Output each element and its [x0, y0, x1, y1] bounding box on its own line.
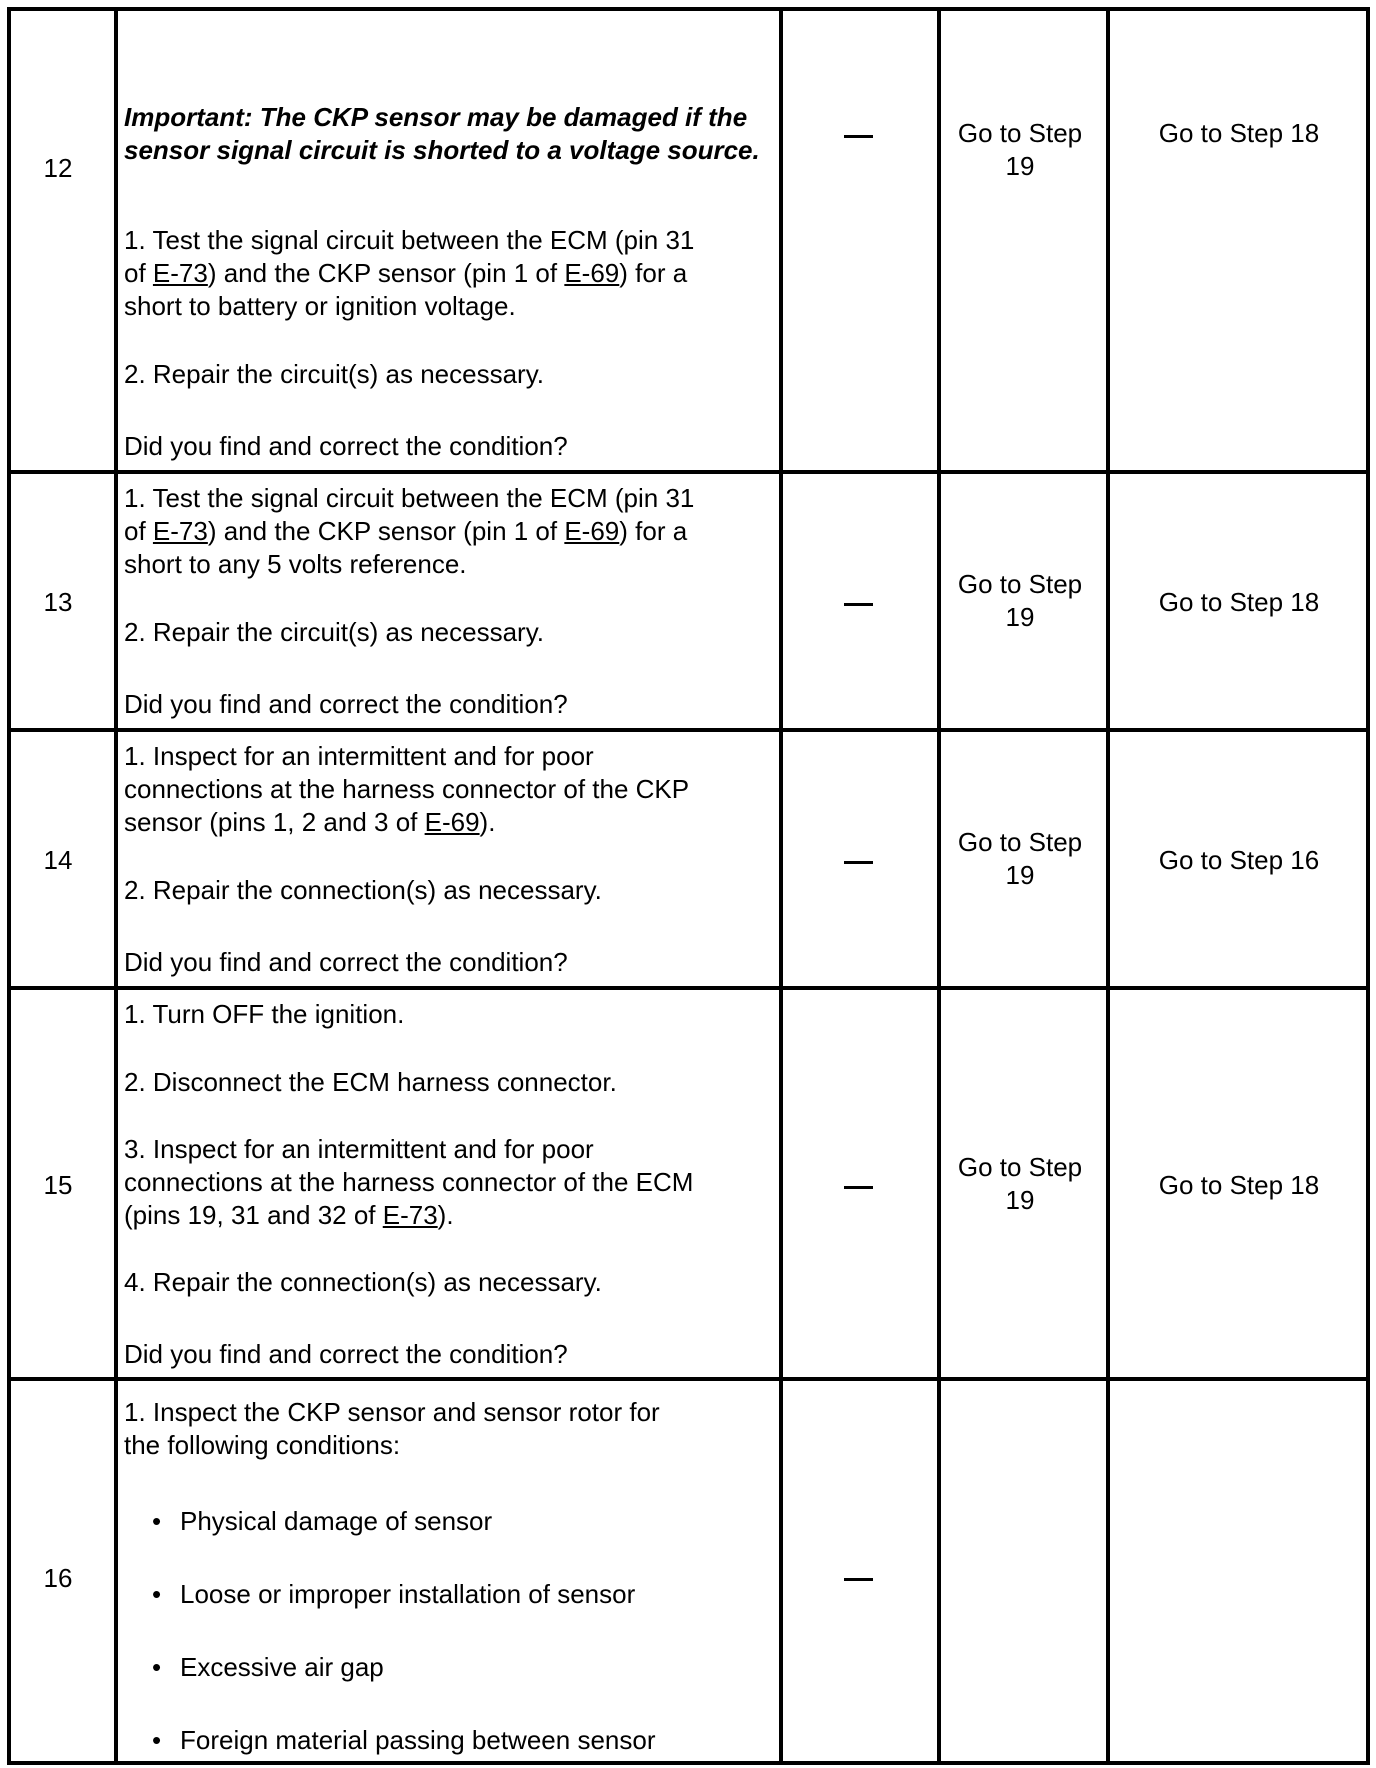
- connector-link[interactable]: E-69: [564, 516, 620, 546]
- step-number: 15: [43, 1170, 73, 1200]
- no-action[interactable]: Go to Step 18: [1158, 118, 1320, 148]
- column-border: [1366, 7, 1370, 1765]
- row-border: [7, 728, 1370, 732]
- row-border: [7, 1377, 1370, 1381]
- connector-link[interactable]: E-73: [152, 516, 208, 546]
- bullet-icon: •: [152, 1506, 162, 1536]
- instruction-line: short to any 5 volts reference.: [124, 549, 467, 579]
- instruction-text: of: [124, 516, 153, 546]
- step-question: Did you find and correct the condition?: [124, 947, 568, 977]
- bullet-icon: •: [152, 1725, 162, 1755]
- step-question: Did you find and correct the condition?: [124, 1339, 568, 1369]
- row-border: [7, 470, 1370, 474]
- instruction-line: [124, 806, 784, 839]
- yes-action: [936, 826, 1104, 892]
- instruction-line: [124, 257, 784, 290]
- connector-link[interactable]: E-69: [424, 807, 480, 837]
- step-instruction: [124, 1133, 784, 1232]
- yes-link-step[interactable]: 19: [1005, 860, 1035, 890]
- yes-link-step[interactable]: 19: [1005, 602, 1035, 632]
- instruction-line: 1. Test the signal circuit between the ECM (pin 31: [124, 483, 695, 513]
- step-description: [124, 101, 784, 167]
- value-dash: [844, 1186, 873, 1189]
- instruction-line: [124, 1199, 784, 1232]
- step-instruction: 4. Repair the connection(s) as necessary.: [124, 1267, 602, 1297]
- no-action[interactable]: Go to Step 18: [1158, 1170, 1320, 1200]
- step-instruction: 2. Repair the connection(s) as necessary.: [124, 875, 602, 905]
- step-question: Did you find and correct the condition?: [124, 431, 568, 461]
- connector-link[interactable]: E-69: [564, 258, 620, 288]
- instruction-text: ).: [437, 1200, 454, 1230]
- bullet-icon: •: [152, 1652, 162, 1682]
- instruction-line: the following conditions:: [124, 1430, 401, 1460]
- step-instruction: [124, 482, 784, 581]
- column-border: [1106, 7, 1110, 1765]
- list-item: [152, 1578, 635, 1611]
- list-item-text: Foreign material passing between sensor: [180, 1725, 656, 1755]
- yes-action: [936, 1151, 1104, 1217]
- important-note: Important: The CKP sensor may be damaged if the sensor signal circuit is shorted to a voltage source.: [124, 102, 760, 165]
- step-instruction: [124, 740, 784, 839]
- step-instruction: [124, 1396, 784, 1462]
- column-border: [114, 7, 118, 1765]
- row-border: [7, 1761, 1370, 1765]
- list-item-text: Excessive air gap: [180, 1652, 384, 1682]
- instruction-line: connections at the harness connector of the ECM: [124, 1167, 694, 1197]
- list-item: [152, 1651, 384, 1684]
- value-dash: [844, 603, 873, 606]
- connector-link[interactable]: E-73: [382, 1200, 438, 1230]
- yes-link-step[interactable]: 19: [1005, 1185, 1035, 1215]
- value-dash: [844, 861, 873, 864]
- yes-link[interactable]: Go to Step: [957, 569, 1083, 599]
- column-border: [7, 7, 11, 1765]
- list-item-text: Loose or improper installation of sensor: [180, 1579, 636, 1609]
- list-item: [152, 1724, 655, 1757]
- instruction-line: 1. Inspect for an intermittent and for poor: [124, 741, 594, 771]
- step-question: Did you find and correct the condition?: [124, 689, 568, 719]
- yes-action: [936, 568, 1104, 634]
- no-action[interactable]: Go to Step 16: [1158, 845, 1320, 875]
- list-item: [152, 1505, 492, 1538]
- instruction-text: ) for a: [619, 258, 688, 288]
- instruction-text: ) for a: [619, 516, 688, 546]
- yes-link[interactable]: Go to Step: [957, 1152, 1083, 1182]
- value-dash: [844, 1578, 873, 1581]
- row-border: [7, 7, 1370, 11]
- step-number: 14: [43, 845, 73, 875]
- value-dash: [844, 135, 873, 138]
- step-instruction: [124, 224, 784, 323]
- connector-link[interactable]: E-73: [152, 258, 208, 288]
- instruction-text: of: [124, 258, 153, 288]
- instruction-line: 1. Test the signal circuit between the ECM (pin 31: [124, 225, 695, 255]
- instruction-text: sensor (pins 1, 2 and 3 of: [124, 807, 425, 837]
- step-number: 13: [43, 587, 73, 617]
- step-instruction: 2. Repair the circuit(s) as necessary.: [124, 359, 544, 389]
- step-number: 12: [43, 153, 73, 183]
- yes-action: [936, 117, 1104, 183]
- step-instruction: 2. Disconnect the ECM harness connector.: [124, 1067, 617, 1097]
- step-instruction: 1. Turn OFF the ignition.: [124, 999, 405, 1029]
- step-number: 16: [43, 1563, 73, 1593]
- instruction-line: 3. Inspect for an intermittent and for poor: [124, 1134, 594, 1164]
- instruction-text: ).: [479, 807, 496, 837]
- list-item-text: Physical damage of sensor: [180, 1506, 493, 1536]
- yes-link-step[interactable]: 19: [1005, 151, 1035, 181]
- no-action[interactable]: Go to Step 18: [1158, 587, 1320, 617]
- instruction-line: 1. Inspect the CKP sensor and sensor rotor for: [124, 1397, 660, 1427]
- instruction-text: (pins 19, 31 and 32 of: [124, 1200, 383, 1230]
- instruction-line: [124, 515, 784, 548]
- row-border: [7, 986, 1370, 990]
- instruction-text: ) and the CKP sensor (pin 1 of: [207, 516, 565, 546]
- instruction-text: ) and the CKP sensor (pin 1 of: [207, 258, 565, 288]
- yes-link[interactable]: Go to Step: [957, 827, 1083, 857]
- bullet-icon: •: [152, 1579, 162, 1609]
- instruction-line: connections at the harness connector of the CKP: [124, 774, 690, 804]
- step-instruction: 2. Repair the circuit(s) as necessary.: [124, 617, 544, 647]
- yes-link[interactable]: Go to Step: [957, 118, 1083, 148]
- instruction-line: short to battery or ignition voltage.: [124, 291, 516, 321]
